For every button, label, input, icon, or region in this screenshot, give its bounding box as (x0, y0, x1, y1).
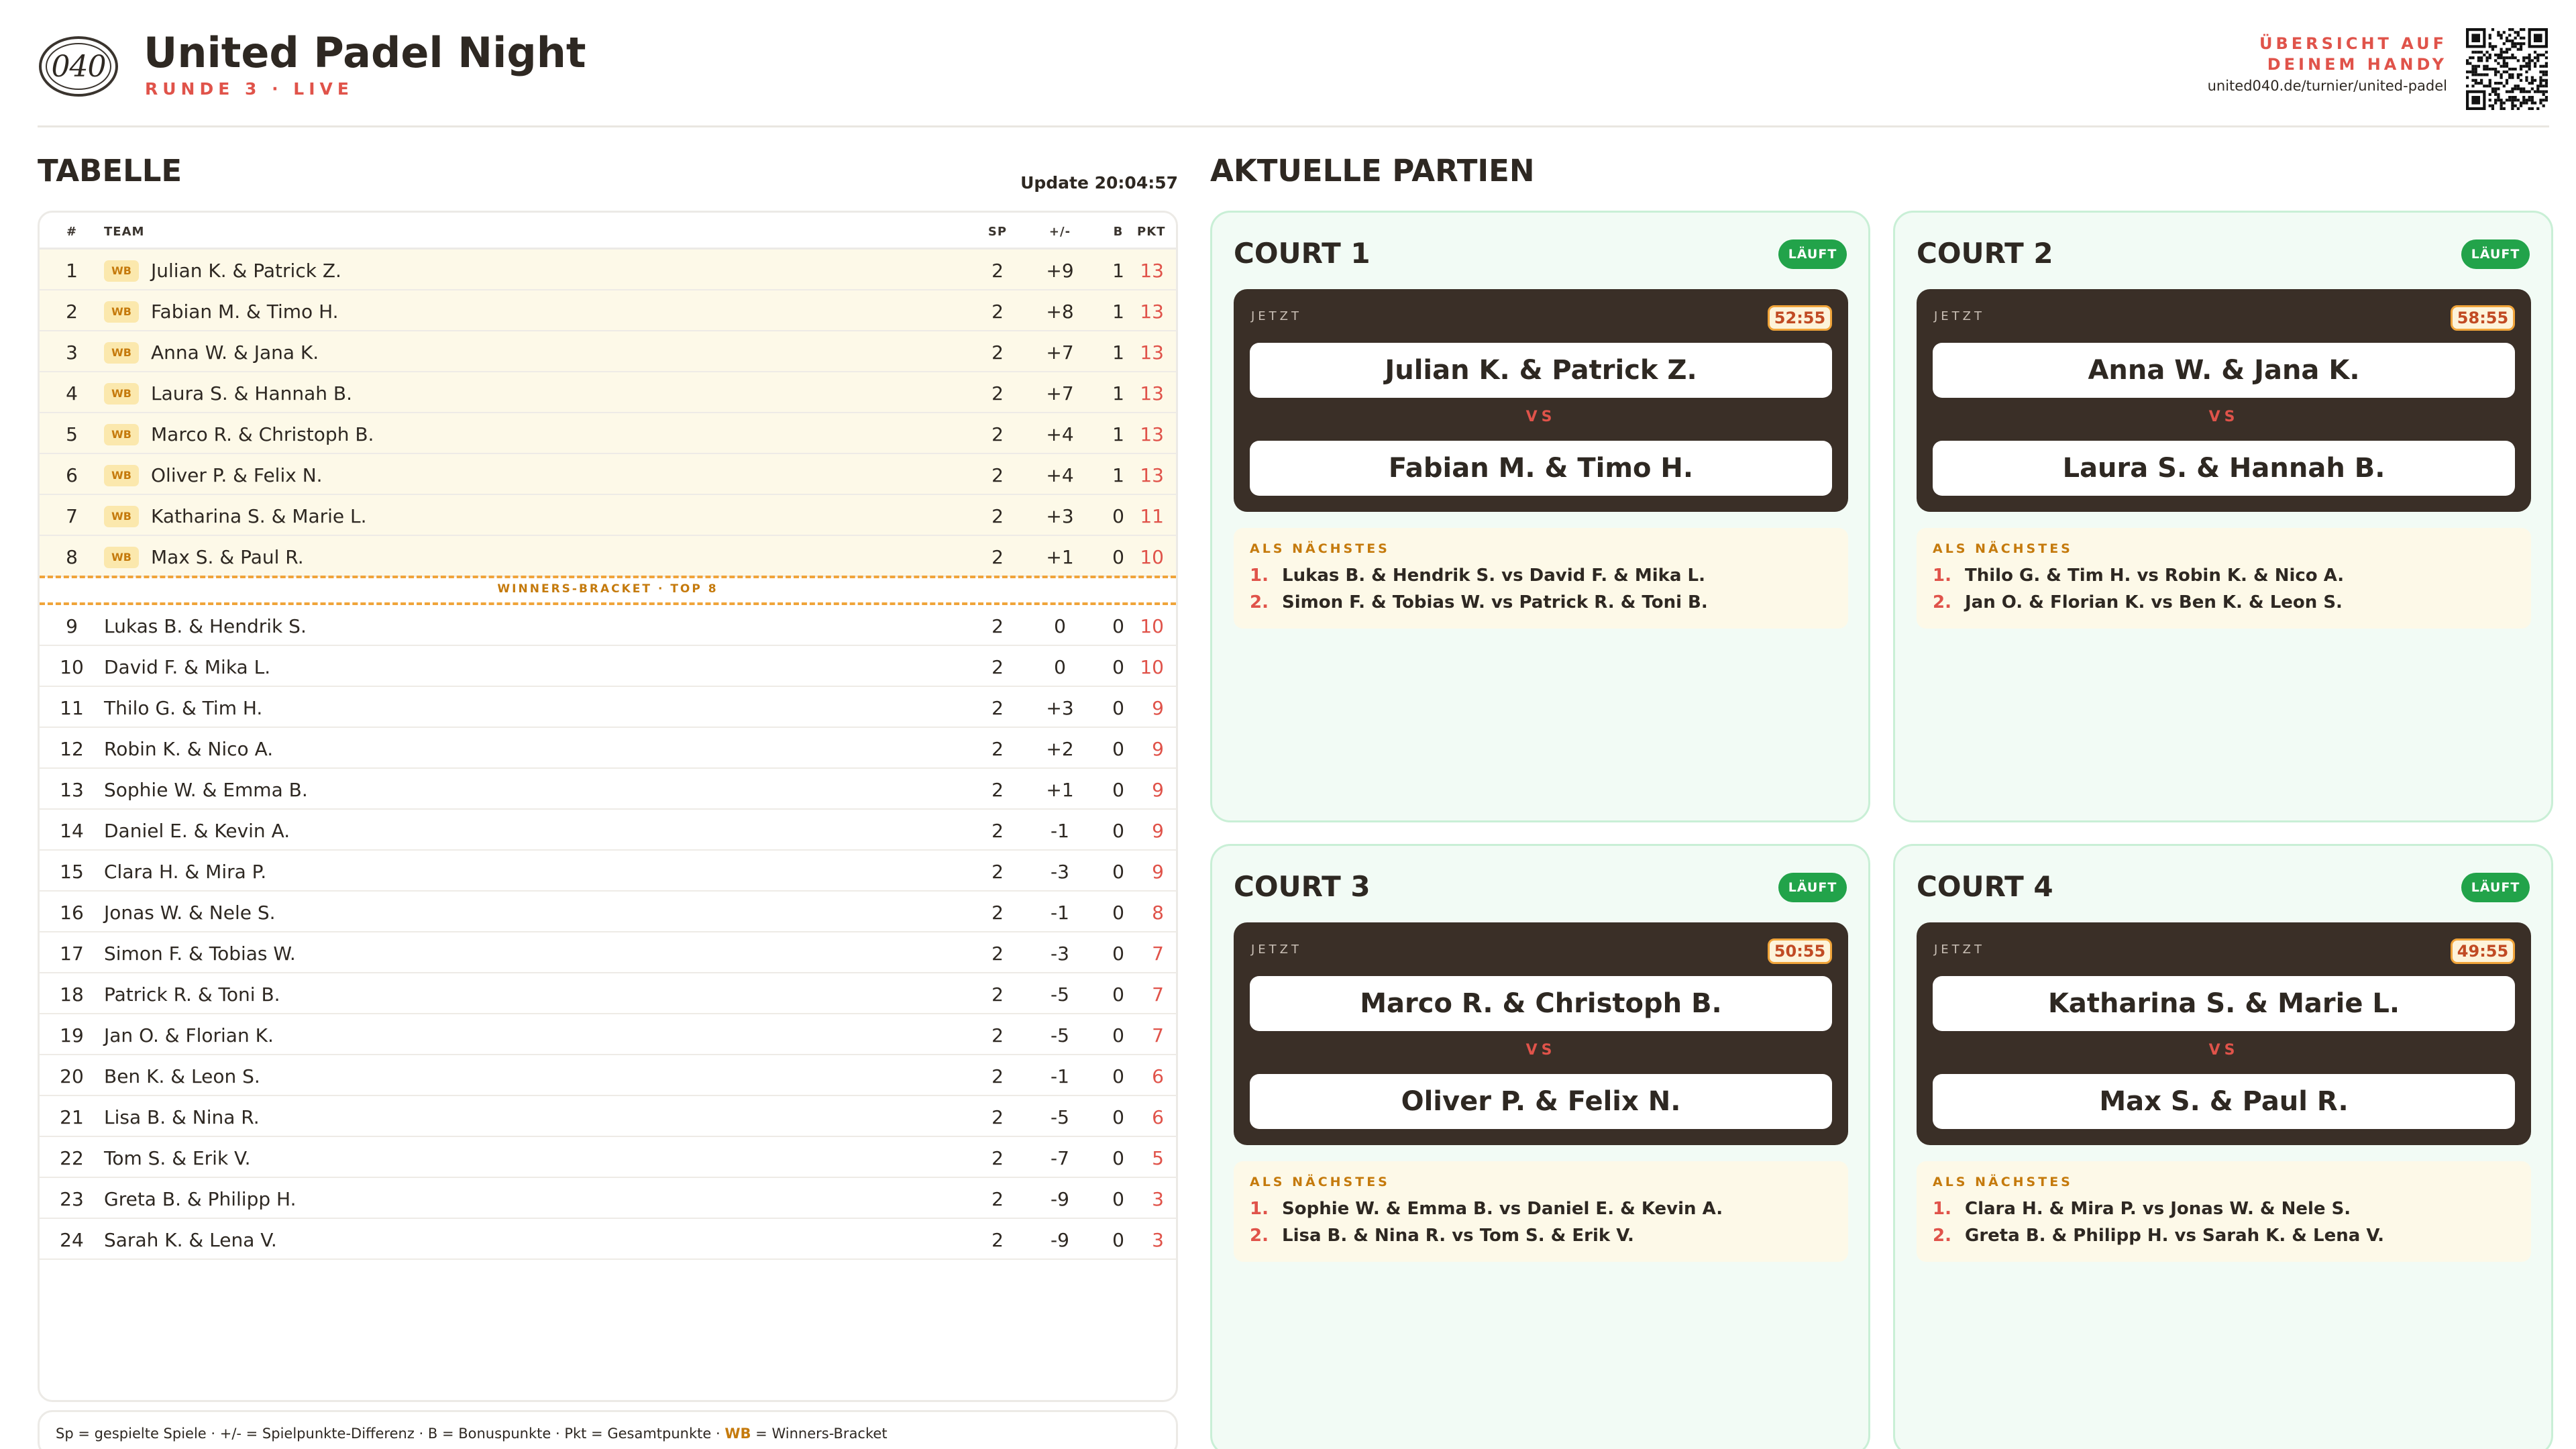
games-played: 2 (991, 820, 1004, 842)
team-a: Katharina S. & Marie L. (1933, 976, 2515, 1031)
wb-badge: WB (104, 547, 139, 568)
team-rank: 11 (60, 697, 84, 719)
team-b: Laura S. & Hannah B. (1933, 441, 2515, 496)
court-card-1 (1210, 211, 1870, 822)
games-played: 2 (991, 1024, 1004, 1046)
match-timer: 50:55 (1768, 938, 1832, 964)
games-played: 2 (991, 301, 1004, 323)
team-rank: 16 (60, 902, 84, 924)
point-diff: +3 (1046, 505, 1074, 527)
team-name: Lukas B. & Hendrik S. (104, 615, 307, 637)
team-rank: 20 (60, 1065, 84, 1087)
bonus-points: 1 (1112, 382, 1124, 405)
games-played: 2 (991, 260, 1004, 282)
team-rank: 10 (60, 656, 84, 678)
team-name: Sophie W. & Emma B. (104, 779, 308, 801)
col-pkt: PKT (1137, 225, 1166, 239)
point-diff: +3 (1046, 697, 1074, 719)
now-label: JETZT (1251, 943, 1303, 957)
col-b: B (1113, 225, 1124, 239)
team-name: Lisa B. & Nina R. (104, 1106, 260, 1128)
next-match-item: 1. Clara H. & Mira P. vs Jonas W. & Nele S. (1933, 1199, 2351, 1219)
status-badge: LÄUFT (1778, 873, 1847, 902)
bonus-points: 0 (1112, 1147, 1124, 1169)
wb-badge: WB (104, 383, 139, 405)
bonus-points: 1 (1112, 341, 1124, 364)
table-row[interactable] (40, 1096, 1176, 1137)
table-row[interactable] (40, 250, 1176, 290)
team-a: Marco R. & Christoph B. (1250, 976, 1832, 1031)
team-rank: 13 (60, 779, 84, 801)
point-diff: 0 (1054, 615, 1066, 637)
court-card-2 (1893, 211, 2553, 822)
team-name: Greta B. & Philipp H. (104, 1188, 297, 1210)
current-match (1234, 922, 1848, 1145)
status-badge: LÄUFT (2461, 239, 2530, 269)
table-row[interactable] (40, 892, 1176, 932)
col-team: TEAM (104, 225, 145, 239)
standings-table (38, 211, 1178, 1402)
next-match-item: 1. Sophie W. & Emma B. vs Daniel E. & Kevin A. (1250, 1199, 1723, 1219)
games-played: 2 (991, 423, 1004, 445)
table-row[interactable] (40, 372, 1176, 413)
table-row[interactable] (40, 646, 1176, 687)
table-row[interactable] (40, 851, 1176, 892)
total-points: 9 (1152, 861, 1164, 883)
bonus-points: 1 (1112, 260, 1124, 282)
match-timer: 52:55 (1768, 305, 1832, 331)
team-rank: 23 (60, 1188, 84, 1210)
total-points: 3 (1152, 1229, 1164, 1251)
status-badge: LÄUFT (2461, 873, 2530, 902)
next-label: ALS NÄCHSTES (1250, 1175, 1390, 1189)
bonus-points: 0 (1112, 861, 1124, 883)
total-points: 9 (1152, 697, 1164, 719)
point-diff: +4 (1046, 464, 1074, 486)
team-name: Julian K. & Patrick Z. (151, 260, 341, 282)
next-matches (1917, 1161, 2531, 1262)
team-name: David F. & Mika L. (104, 656, 271, 678)
bonus-points: 1 (1112, 301, 1124, 323)
team-name: Fabian M. & Timo H. (151, 301, 339, 323)
team-name: Max S. & Paul R. (151, 546, 304, 568)
page-title: United Padel Night (144, 28, 586, 77)
table-row[interactable] (40, 1055, 1176, 1096)
point-diff: -1 (1051, 902, 1069, 924)
vs-label: VS (1525, 409, 1556, 425)
point-diff: -9 (1051, 1188, 1069, 1210)
point-diff: 0 (1054, 656, 1066, 678)
point-diff: +1 (1046, 546, 1074, 568)
logo-text: 040 (51, 49, 106, 84)
next-match-item: 2. Jan O. & Florian K. vs Ben K. & Leon S. (1933, 592, 2343, 612)
table-row[interactable] (40, 290, 1176, 331)
games-played: 2 (991, 738, 1004, 760)
vs-label: VS (2208, 1042, 2239, 1059)
team-name: Tom S. & Erik V. (104, 1147, 251, 1169)
wb-badge: WB (104, 424, 139, 445)
team-name: Patrick R. & Toni B. (104, 983, 280, 1006)
total-points: 6 (1152, 1065, 1164, 1087)
total-points: 9 (1152, 820, 1164, 842)
court-name: COURT 4 (1917, 870, 2053, 903)
games-played: 2 (991, 697, 1004, 719)
court-name: COURT 3 (1234, 870, 1371, 903)
bonus-points: 0 (1112, 1229, 1124, 1251)
games-played: 2 (991, 505, 1004, 527)
total-points: 3 (1152, 1188, 1164, 1210)
team-rank: 15 (60, 861, 84, 883)
point-diff: +4 (1046, 423, 1074, 445)
total-points: 13 (1140, 301, 1164, 323)
point-diff: -5 (1051, 1024, 1069, 1046)
games-played: 2 (991, 779, 1004, 801)
team-rank: 19 (60, 1024, 84, 1046)
team-rank: 17 (60, 943, 84, 965)
next-matches (1917, 528, 2531, 629)
point-diff: -7 (1051, 1147, 1069, 1169)
point-diff: +8 (1046, 301, 1074, 323)
current-match (1917, 922, 2531, 1145)
total-points: 7 (1152, 983, 1164, 1006)
wb-badge: WB (104, 301, 139, 323)
games-played: 2 (991, 902, 1004, 924)
bonus-points: 0 (1112, 820, 1124, 842)
table-row[interactable] (40, 331, 1176, 372)
table-row[interactable] (40, 728, 1176, 769)
team-name: Daniel E. & Kevin A. (104, 820, 290, 842)
table-row[interactable] (40, 687, 1176, 728)
table-row[interactable] (40, 769, 1176, 810)
status-badge: LÄUFT (1778, 239, 1847, 269)
court-name: COURT 2 (1917, 237, 2053, 270)
table-row[interactable] (40, 454, 1176, 495)
point-diff: -5 (1051, 983, 1069, 1006)
bonus-points: 0 (1112, 983, 1124, 1006)
col-diff: +/- (1049, 225, 1071, 239)
team-b: Fabian M. & Timo H. (1250, 441, 1832, 496)
now-label: JETZT (1934, 943, 1986, 957)
total-points: 13 (1140, 260, 1164, 282)
mobile-label: ÜBERSICHT AUF DEINEM HANDY (2259, 34, 2447, 74)
team-name: Anna W. & Jana K. (151, 341, 319, 364)
team-rank: 21 (60, 1106, 84, 1128)
bonus-points: 0 (1112, 697, 1124, 719)
table-row[interactable] (40, 605, 1176, 646)
team-name: Ben K. & Leon S. (104, 1065, 260, 1087)
team-a: Anna W. & Jana K. (1933, 343, 2515, 398)
logo (39, 36, 118, 97)
team-rank: 22 (60, 1147, 84, 1169)
games-played: 2 (991, 656, 1004, 678)
vs-label: VS (2208, 409, 2239, 425)
team-name: Clara H. & Mira P. (104, 861, 267, 883)
next-matches (1234, 1161, 1848, 1262)
qr-code-icon[interactable] (2466, 28, 2548, 110)
total-points: 13 (1140, 341, 1164, 364)
legend-text: Sp = gespielte Spiele · +/- = Spielpunkte-Differenz · B = Bonuspunkte · Pkt = Gesamtpunkte · WB = Winners-Bracket (56, 1426, 888, 1442)
total-points: 6 (1152, 1106, 1164, 1128)
total-points: 10 (1140, 656, 1164, 678)
bonus-points: 0 (1112, 505, 1124, 527)
table-row[interactable] (40, 1178, 1176, 1219)
team-rank: 2 (66, 301, 78, 323)
wb-badge: WB (104, 342, 139, 364)
table-row[interactable] (40, 536, 1176, 577)
total-points: 13 (1140, 464, 1164, 486)
team-name: Sarah K. & Lena V. (104, 1229, 277, 1251)
bonus-points: 0 (1112, 1024, 1124, 1046)
winners-bracket-separator (40, 576, 1176, 605)
point-diff: -1 (1051, 820, 1069, 842)
point-diff: -3 (1051, 861, 1069, 883)
team-rank: 7 (66, 505, 78, 527)
games-played: 2 (991, 382, 1004, 405)
team-name: Simon F. & Tobias W. (104, 943, 296, 965)
col-rank: # (66, 225, 78, 239)
bonus-points: 0 (1112, 656, 1124, 678)
team-rank: 24 (60, 1229, 84, 1251)
team-name: Robin K. & Nico A. (104, 738, 274, 760)
table-row[interactable] (40, 1219, 1176, 1260)
games-played: 2 (991, 464, 1004, 486)
games-played: 2 (991, 341, 1004, 364)
bonus-points: 1 (1112, 423, 1124, 445)
total-points: 11 (1140, 505, 1164, 527)
court-card-4 (1893, 844, 2553, 1449)
team-b: Oliver P. & Felix N. (1250, 1074, 1832, 1129)
bonus-points: 0 (1112, 943, 1124, 965)
bonus-points: 0 (1112, 779, 1124, 801)
court-card-3 (1210, 844, 1870, 1449)
team-name: Jan O. & Florian K. (104, 1024, 274, 1046)
games-played: 2 (991, 546, 1004, 568)
now-label: JETZT (1934, 309, 1986, 323)
point-diff: +1 (1046, 779, 1074, 801)
point-diff: -5 (1051, 1106, 1069, 1128)
total-points: 13 (1140, 423, 1164, 445)
bonus-points: 0 (1112, 1065, 1124, 1087)
table-row[interactable] (40, 810, 1176, 851)
total-points: 7 (1152, 1024, 1164, 1046)
team-rank: 18 (60, 983, 84, 1006)
bonus-points: 0 (1112, 738, 1124, 760)
team-name: Jonas W. & Nele S. (104, 902, 276, 924)
team-name: Thilo G. & Tim H. (104, 697, 263, 719)
games-played: 2 (991, 943, 1004, 965)
team-name: Oliver P. & Felix N. (151, 464, 323, 486)
next-match-item: 2. Greta B. & Philipp H. vs Sarah K. & Lena V. (1933, 1226, 2384, 1246)
team-name: Marco R. & Christoph B. (151, 423, 374, 445)
next-label: ALS NÄCHSTES (1933, 541, 2073, 556)
standings-title: TABELLE (38, 153, 182, 189)
table-header (40, 213, 1176, 250)
wb-badge: WB (104, 506, 139, 527)
bonus-points: 0 (1112, 1106, 1124, 1128)
wb-badge: WB (104, 260, 139, 282)
match-timer: 58:55 (2451, 305, 2515, 331)
next-match-item: 1. Lukas B. & Hendrik S. vs David F. & Mika L. (1250, 566, 1705, 586)
bonus-points: 0 (1112, 1188, 1124, 1210)
page-header (38, 27, 2549, 127)
team-rank: 5 (66, 423, 78, 445)
vs-label: VS (1525, 1042, 1556, 1059)
point-diff: +9 (1046, 260, 1074, 282)
next-label: ALS NÄCHSTES (1933, 1175, 2073, 1189)
point-diff: -1 (1051, 1065, 1069, 1087)
team-rank: 1 (66, 260, 78, 282)
table-legend (38, 1410, 1178, 1449)
next-match-item: 2. Simon F. & Tobias W. vs Patrick R. & Toni B. (1250, 592, 1708, 612)
next-match-item: 2. Lisa B. & Nina R. vs Tom S. & Erik V. (1250, 1226, 1634, 1246)
match-timer: 49:55 (2451, 938, 2515, 964)
next-matches (1234, 528, 1848, 629)
team-a: Julian K. & Patrick Z. (1250, 343, 1832, 398)
current-match (1917, 289, 2531, 512)
table-row[interactable] (40, 1137, 1176, 1178)
total-points: 9 (1152, 779, 1164, 801)
team-rank: 12 (60, 738, 84, 760)
point-diff: +7 (1046, 341, 1074, 364)
total-points: 9 (1152, 738, 1164, 760)
team-rank: 4 (66, 382, 78, 405)
round-status: RUNDE 3 · LIVE (145, 79, 354, 99)
team-b: Max S. & Paul R. (1933, 1074, 2515, 1129)
bonus-points: 0 (1112, 902, 1124, 924)
team-rank: 6 (66, 464, 78, 486)
games-played: 2 (991, 1065, 1004, 1087)
table-row[interactable] (40, 413, 1176, 454)
separator-label: WINNERS-BRACKET · TOP 8 (497, 582, 718, 596)
total-points: 13 (1140, 382, 1164, 405)
team-rank: 14 (60, 820, 84, 842)
bonus-points: 0 (1112, 615, 1124, 637)
table-row[interactable] (40, 495, 1176, 536)
team-rank: 3 (66, 341, 78, 364)
point-diff: -9 (1051, 1229, 1069, 1251)
team-rank: 8 (66, 546, 78, 568)
team-name: Laura S. & Hannah B. (151, 382, 353, 405)
table-row[interactable] (40, 1014, 1176, 1055)
current-match (1234, 289, 1848, 512)
team-rank: 9 (66, 615, 78, 637)
point-diff: +7 (1046, 382, 1074, 405)
games-played: 2 (991, 983, 1004, 1006)
games-played: 2 (991, 615, 1004, 637)
total-points: 10 (1140, 546, 1164, 568)
court-name: COURT 1 (1234, 237, 1371, 270)
total-points: 8 (1152, 902, 1164, 924)
point-diff: +2 (1046, 738, 1074, 760)
table-row[interactable] (40, 932, 1176, 973)
matches-title: AKTUELLE PARTIEN (1210, 153, 1535, 189)
now-label: JETZT (1251, 309, 1303, 323)
total-points: 7 (1152, 943, 1164, 965)
games-played: 2 (991, 1229, 1004, 1251)
total-points: 10 (1140, 615, 1164, 637)
games-played: 2 (991, 1188, 1004, 1210)
tournament-url[interactable]: united040.de/turnier/united-padel (2207, 78, 2447, 94)
bonus-points: 1 (1112, 464, 1124, 486)
games-played: 2 (991, 1106, 1004, 1128)
team-name: Katharina S. & Marie L. (151, 505, 367, 527)
next-match-item: 1. Thilo G. & Tim H. vs Robin K. & Nico A. (1933, 566, 2345, 586)
col-sp: SP (987, 225, 1008, 239)
table-row[interactable] (40, 973, 1176, 1014)
wb-badge: WB (104, 465, 139, 486)
bonus-points: 0 (1112, 546, 1124, 568)
games-played: 2 (991, 1147, 1004, 1169)
total-points: 5 (1152, 1147, 1164, 1169)
next-label: ALS NÄCHSTES (1250, 541, 1390, 556)
point-diff: -3 (1051, 943, 1069, 965)
update-time: Update 20:04:57 (1020, 173, 1178, 193)
games-played: 2 (991, 861, 1004, 883)
